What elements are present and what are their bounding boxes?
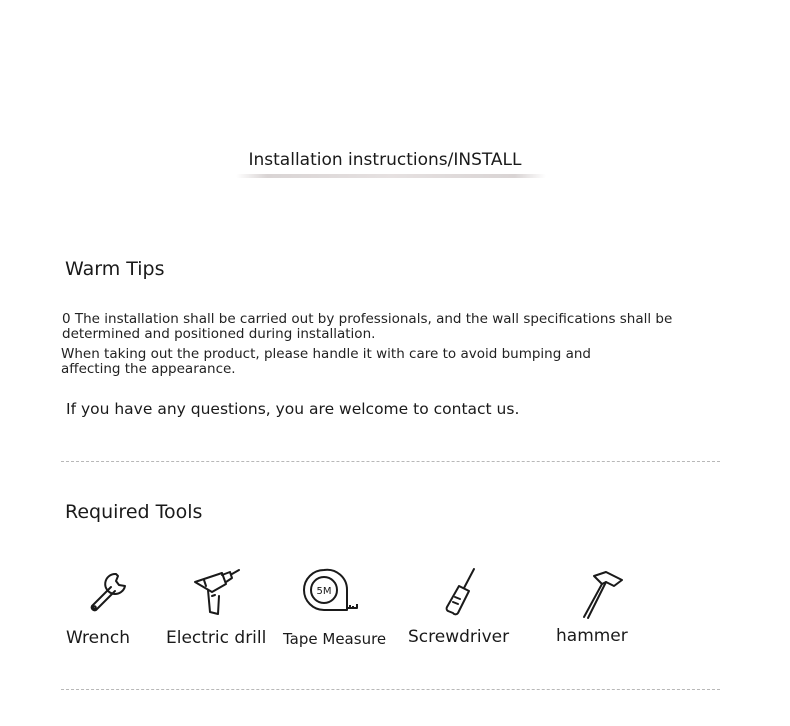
screwdriver-icon (440, 566, 480, 618)
tip-2-line-1: When taking out the product, please handle it with care to avoid bumping and (61, 346, 591, 362)
tip-1-line-2: determined and positioned during installation. (62, 326, 376, 342)
section-divider (61, 461, 720, 462)
required-tools-heading: Required Tools (65, 501, 203, 523)
title-underline (236, 174, 546, 178)
warm-tips-heading: Warm Tips (65, 258, 165, 280)
page-title: Installation instructions/INSTALL (248, 150, 522, 170)
hammer-icon (578, 570, 628, 620)
tape-measure-badge: 5M (316, 586, 332, 597)
tape-measure-icon (302, 568, 360, 614)
electric-drill-icon (192, 566, 242, 618)
tip-1-line-1: 0 The installation shall be carried out by professionals, and the wall specifications shall be (62, 311, 673, 327)
tool-label-hammer: hammer (556, 626, 628, 646)
tool-label-screwdriver: Screwdriver (408, 627, 510, 647)
bottom-divider (61, 689, 720, 690)
tool-label-electric-drill: Electric drill (166, 628, 267, 648)
wrench-icon (84, 570, 130, 614)
tip-2-line-2: affecting the appearance. (61, 361, 236, 377)
tool-label-wrench: Wrench (66, 628, 131, 648)
contact-note: If you have any questions, you are welcome to contact us. (66, 400, 520, 418)
tool-label-tape-measure: Tape Measure (283, 630, 387, 648)
